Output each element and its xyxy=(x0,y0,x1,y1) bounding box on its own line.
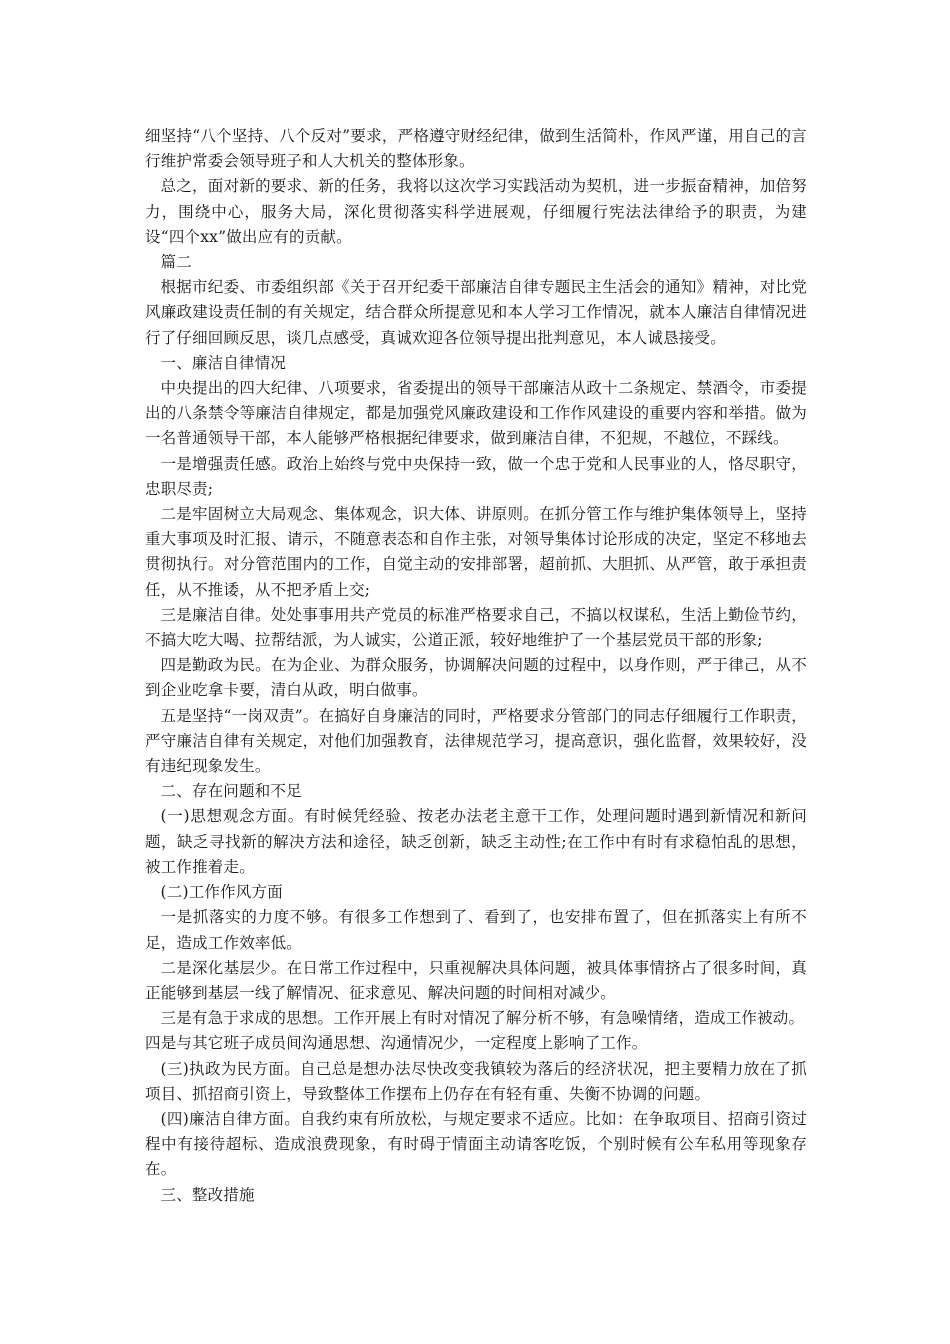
paragraph: 四是与其它班子成员间沟通思想、沟通情况少，一定程度上影响了工作。 xyxy=(145,1034,648,1053)
paragraph: (一)思想观念方面。有时候凭经验、按老办法老主意干工作，处理问题时遇到新情况和新问题，缺乏寻找新的解决方法和途径，缺乏创新，缺乏主动性;在工作中有时有求稳怕乱的思想，被工作推着走。 xyxy=(145,807,807,876)
paragraph: 五是坚持“一岗双责”。在搞好自身廉洁的同时，严格要求分管部门的同志仔细履行工作职责，严守廉洁自律有关规定，对他们加强教育，法律规范学习，提高意识，强化监督，效果较好，没有违纪现象发生。 xyxy=(145,706,807,776)
paragraph: 一是抓落实的力度不够。有很多工作想到了、看到了，也安排布置了，但在抓落实上有所不足，造成工作效率低。 xyxy=(145,908,807,952)
paragraph: 三是有急于求成的思想。工作开展上有时对情况了解分析不够，有急噪情绪，造成工作被动。 xyxy=(160,1009,805,1028)
paragraph: 三、整改措施 xyxy=(160,1185,255,1204)
paragraph: 根据市纪委、市委组织部《关于召开纪委干部廉洁自律专题民主生活会的通知》精神，对比党风廉政建设责任制的有关规定，结合群众所提意见和本人学习工作情况，就本人廉洁自律情况进行了仔细回顾反思，谈几点感受，真诚欢迎各位领导提出批判意见，本人诚恳接受。 xyxy=(145,278,807,347)
paragraph: 篇二 xyxy=(160,253,192,272)
paragraph: 四是勤政为民。在为企业、为群众服务，协调解决问题的过程中，以身作则，严于律己，从不到企业吃拿卡要，清白从政，明白做事。 xyxy=(145,656,807,700)
paragraph: (四)廉洁自律方面。自我约束有所放松，与规定要求不适应。比如：在争取项目、招商引资过程中有接待超标、造成浪费现象，有时碍于情面主动请客吃饭，个别时候有公车私用等现象存在。 xyxy=(145,1109,807,1179)
document-body xyxy=(145,124,807,1208)
paragraph: 一是增强责任感。政治上始终与党中央保持一致，做一个忠于党和人民事业的人，恪尽职守，忠职尽责; xyxy=(145,454,807,498)
paragraph: 总之，面对新的要求、新的任务，我将以这次学习实践活动为契机，进一步振奋精神，加倍努力，围绕中心，服务大局，深化贯彻落实科学进展观，仔细履行宪法法律给予的职责，为建设“四个xx”做出应有的贡献。 xyxy=(145,177,807,246)
paragraph: 二是深化基层少。在日常工作过程中，只重视解决具体问题，被具体事情挤占了很多时间，真正能够到基层一线了解情况、征求意见、解决问题的时间相对减少。 xyxy=(145,958,807,1002)
paragraph: 二、存在问题和不足 xyxy=(160,782,302,801)
paragraph: 一、廉洁自律情况 xyxy=(160,353,287,372)
paragraph: (三)执政为民方面。自己总是想办法尽快改变我镇较为落后的经济状况，把主要精力放在了抓项目、抓招商引资上，导致整体工作摆布上仍存在有轻有重、失衡不协调的问题。 xyxy=(145,1059,807,1103)
paragraph: (二)工作作风方面 xyxy=(160,883,283,902)
paragraph: 中央提出的四大纪律、八项要求，省委提出的领导干部廉洁从政十二条规定、禁酒令，市委提出的八条禁令等廉洁自律规定，都是加强党风廉政建设和工作作风建设的重要内容和举措。做为一名普通领导干部，本人能够严格根据纪律要求，做到廉洁自律，不犯规，不越位，不踩线。 xyxy=(145,379,807,448)
paragraph: 二是牢固树立大局观念、集体观念，识大体、讲原则。在抓分管工作与维护集体领导上，坚持重大事项及时汇报、请示，不随意表态和自作主张，对领导集体讨论形成的决定，坚定不移地去贯彻执行。对分管范围内的工作，自觉主动的安排部署，超前抓、大胆抓、从严管，敢于承担责任，从不推诿，从不把矛盾上交; xyxy=(145,505,807,599)
paragraph: 三是廉洁自律。处处事事用共产党员的标准严格要求自己，不搞以权谋私，生活上勤俭节约，不搞大吃大喝、拉帮结派，为人诚实，公道正派，较好地维护了一个基层党员干部的形象; xyxy=(145,605,807,650)
paragraph: 细坚持“八个坚持、八个反对”要求，严格遵守财经纪律，做到生活简朴，作风严谨，用自己的言行维护常委会领导班子和人大机关的整体形象。 xyxy=(145,127,807,171)
